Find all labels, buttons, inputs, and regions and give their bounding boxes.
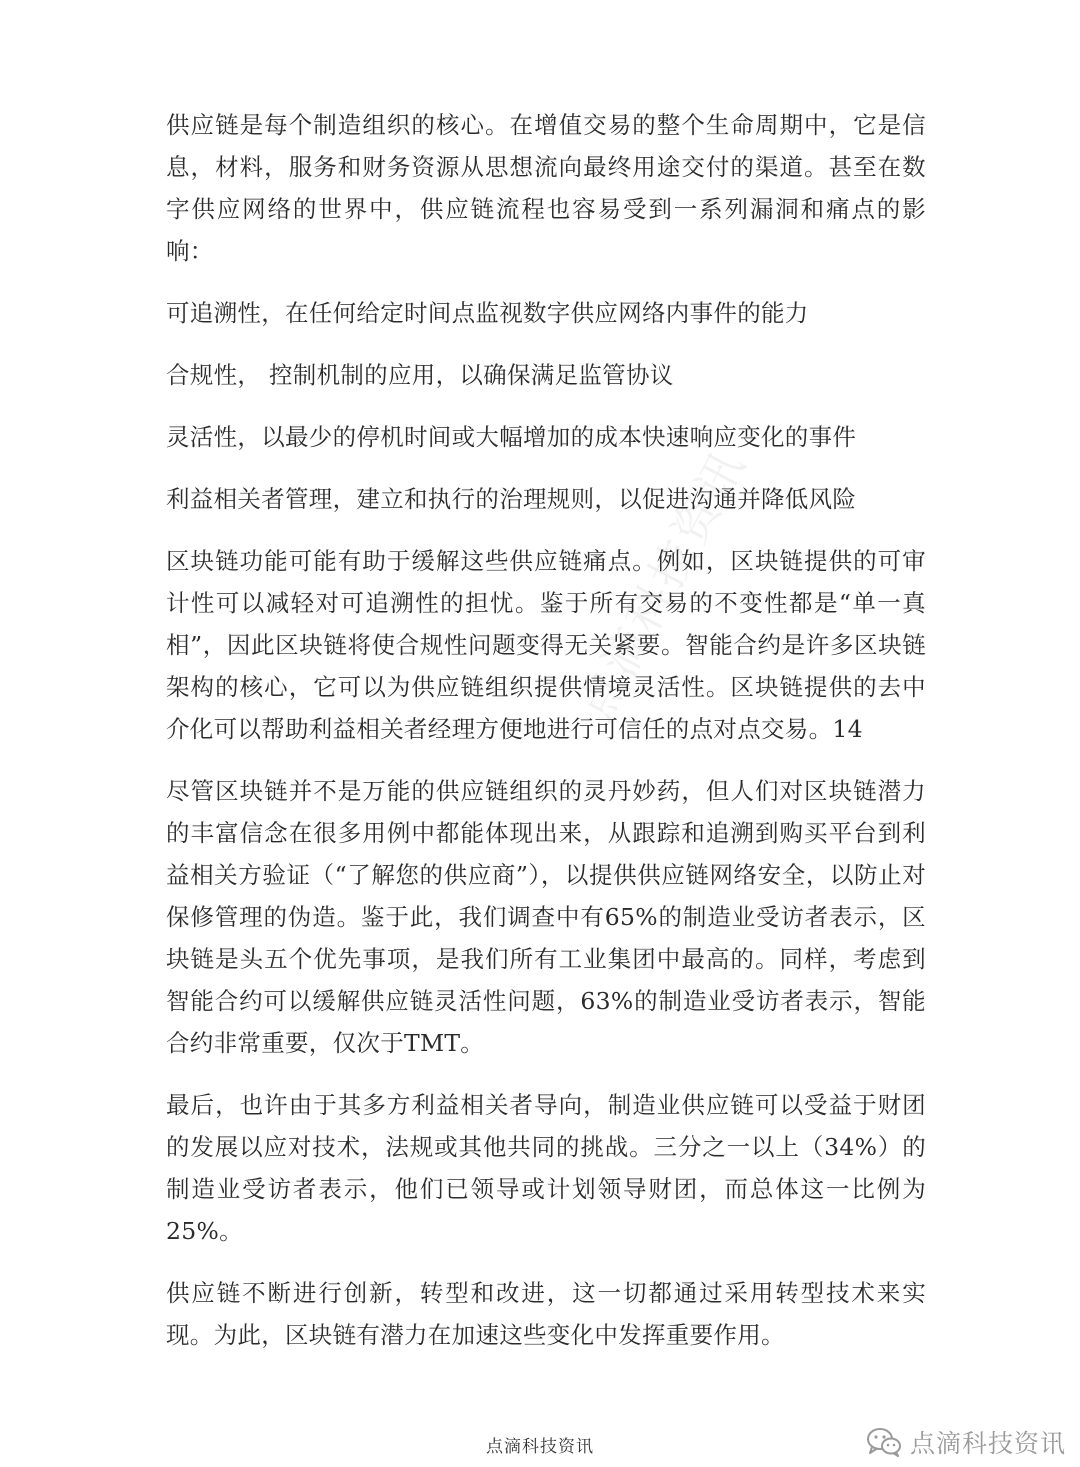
watermark-text: 点滴科技资讯: [567, 439, 757, 730]
list-item-stakeholder-management: 利益相关者管理，建立和执行的治理规则，以促进沟通并降低风险: [166, 485, 857, 513]
paragraph-blockchain-features: 区块链功能可能有助于缓解这些供应链痛点。例如，区块链提供的可审计性可以减轻对可追溯性的担忧。鉴于所有交易的不变性都是“单一真相”，因此区块链将使合规性问题变得无关紧要。智能合约是许多区块链架构的核心，它可以为供应链组织提供情境灵活性。区块链提供的去中介化可以帮助利益相关者经理方便地进行可信任的点对点交易。14: [166, 547, 926, 743]
paragraph-conclusion: 供应链不断进行创新，转型和改进，这一切都通过采用转型技术来实现。为此，区块链有潜力在加速这些变化中发挥重要作用。: [166, 1279, 926, 1349]
brand-name: 点滴科技资讯: [909, 1429, 1066, 1458]
footer-caption: 点滴科技资讯: [486, 1437, 594, 1457]
list-item-traceability: 可追溯性，在任何给定时间点监视数字供应网络内事件的能力: [166, 299, 809, 327]
wechat-icon: [866, 1427, 902, 1457]
document-body: [166, 104, 926, 1376]
wechat-brand-badge: [866, 1424, 1066, 1460]
list-item-compliance: 合规性， 控制机制的应用，以确保满足监管协议: [166, 361, 674, 389]
list-item-flexibility: 灵活性，以最少的停机时间或大幅增加的成本快速响应变化的事件: [166, 423, 857, 451]
paragraph-blockchain-beliefs: 尽管区块链并不是万能的供应链组织的灵丹妙药，但人们对区块链潜力的丰富信念在很多用例中都能体现出来，从跟踪和追溯到购买平台到利益相关方验证（“了解您的供应商”），以提供供应链网络安全，以防止对保修管理的伪造。鉴于此，我们调查中有65%的制造业受访者表示，区块链是头五个优先事项，是我们所有工业集团中最高的。同样，考虑到智能合约可以缓解供应链灵活性问题，63%的制造业受访者表示，智能合约非常重要，仅次于TMT。: [166, 777, 926, 1057]
paragraph-intro: 供应链是每个制造组织的核心。在增值交易的整个生命周期中，它是信息，材料，服务和财务资源从思想流向最终用途交付的渠道。甚至在数字供应网络的世界中，供应链流程也容易受到一系列漏洞和痛点的影响：: [166, 111, 926, 265]
paragraph-consortium: 最后，也许由于其多方利益相关者导向，制造业供应链可以受益于财团的发展以应对技术，法规或其他共同的挑战。三分之一以上（34%）的制造业受访者表示，他们已领导或计划领导财团，而总体这一比例为25%。: [166, 1091, 926, 1245]
